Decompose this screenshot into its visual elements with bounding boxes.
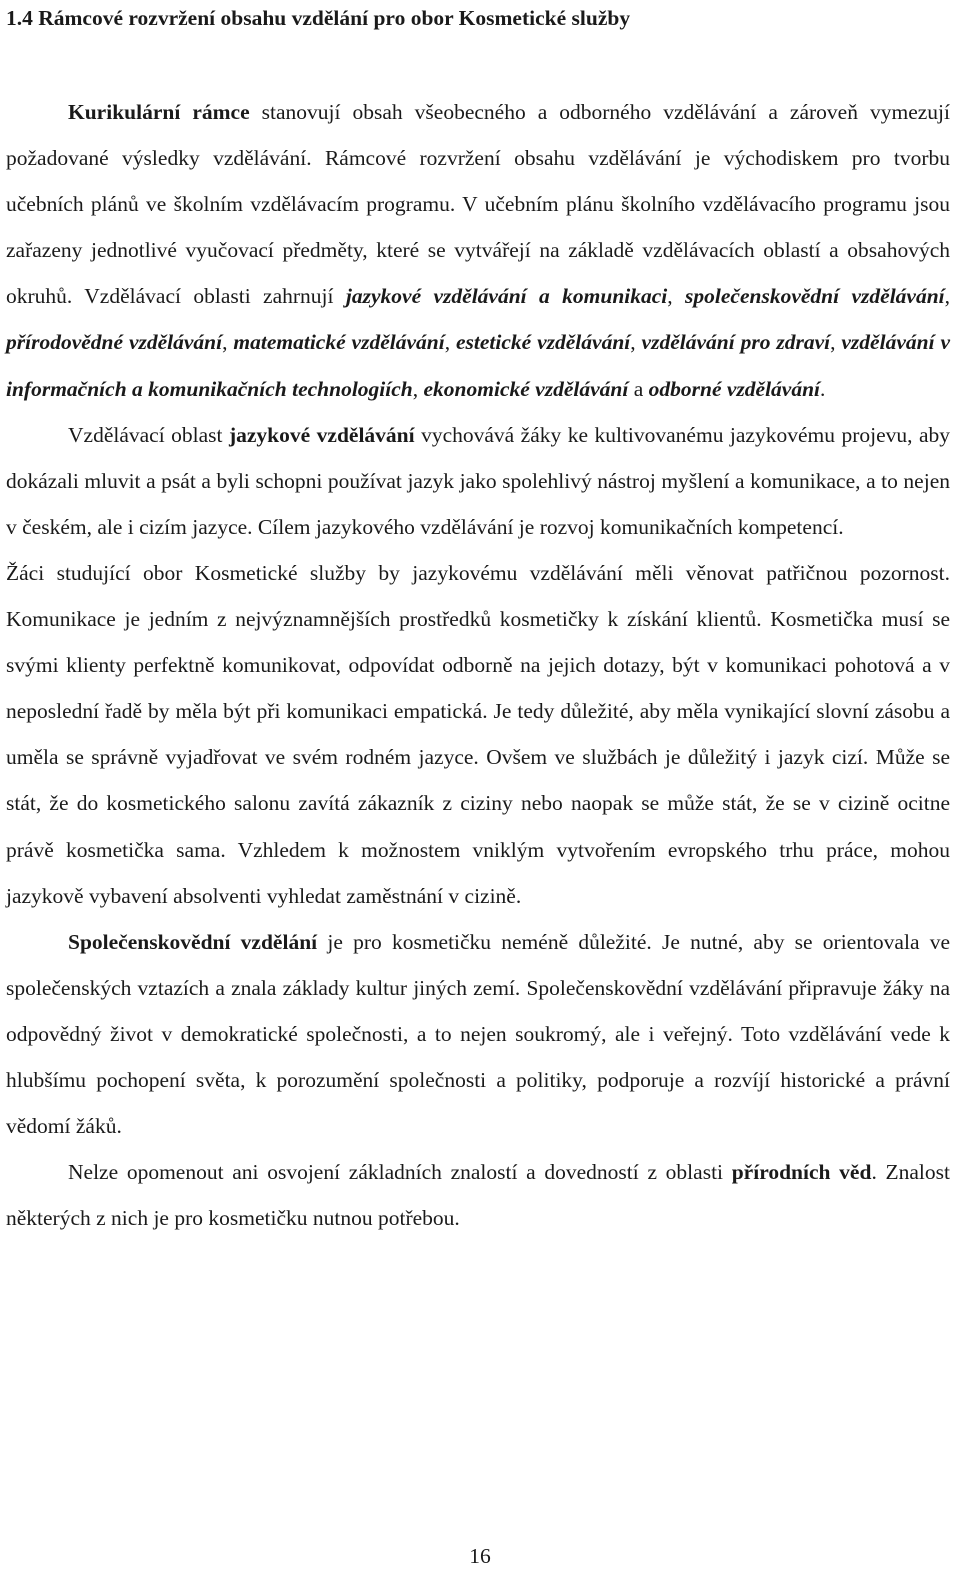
text-run: . (820, 376, 826, 401)
text-run: je pro kosmetičku neméně důležité. Je nutné, aby se orientovala ve společenských vztazích a znala základy kultur jiných zemí. Společenskovědní vzdělávání připravuje žáky na odpovědný život v demokratické společnosti, a to nejen soukromý, ale i veřejný. Toto vzdělávání vede k hlubšímu pochopení světa, k porozumění společnosti a politiky, podporuje a rozvíjí historické a právní vědomí žáků. (6, 929, 950, 1139)
term-curricular-frameworks: Kurikulární rámce (68, 100, 250, 124)
text-run: . Znalost některých z nich je pro kosmetičku nutnou potřebou. (6, 1160, 950, 1231)
section-heading: 1.4 Rámcové rozvržení obsahu vzdělání pro obor Kosmetické služby (6, 6, 631, 30)
term-language-education: jazykové vzdělávání (228, 422, 415, 447)
text-run: Vzdělávací oblast (68, 422, 229, 447)
area-language: jazykové vzdělávání a komunikaci (345, 284, 668, 309)
area-aesthetics: estetické vzdělávání (455, 330, 631, 355)
text-run: , (630, 330, 642, 355)
area-ict: vzdělávání v informačních a komunikačních technologiích (6, 330, 950, 401)
area-natural-science: přírodovědné vzdělávání (6, 330, 223, 355)
paragraph-social-science (6, 919, 950, 1149)
area-mathematics: matematické vzdělávání (233, 330, 445, 355)
text-run: , (830, 330, 842, 355)
text-run: , (667, 284, 686, 309)
text-run: vychovává žáky ke kultivovanému jazykovému projevu, aby dokázali mluvit a psát a byli schopni používat jazyk jako spolehlivý nástroj myšlení a komunikace, a to nejen v českém, ale i cizím jazyce. Cílem jazykového vzdělávání je rozvoj komunikačních kompetencí. (6, 422, 951, 539)
body-text (6, 89, 950, 1241)
area-economics: ekonomické vzdělávání (423, 376, 629, 401)
text-run: Nelze opomenout ani osvojení základních znalostí a dovedností z oblasti (68, 1160, 732, 1185)
paragraph-natural-sciences (6, 1149, 950, 1241)
area-health: vzdělávání pro zdraví (641, 330, 831, 355)
text-run: a (628, 376, 649, 401)
text-run: , (444, 330, 456, 355)
area-vocational: odborné vzdělávání (648, 376, 821, 401)
paragraph-cosmetics-students: Žáci studující obor Kosmetické služby by jazykovému vzdělávání měli věnovat patřičnou pozornost. Komunikace je jedním z nejvýznamnějších prostředků kosmetičky k získání klientů. Kosmetička musí se svými klienty perfektně komunikovat, odpovídat odborně na jejich dotazy, být v komunikaci pohotová a v neposlední řadě by měla být při komunikaci empatická. Je tedy důležité, aby měla vynikající slovní zásobu a uměla se správně vyjadřovat ve svém rodném jazyce. Ovšem ve službách je důležitý i jazyk cizí. Může se stát, že do kosmetického salonu zavítá zákazník z ciziny nebo naopak se může stát, že se v cizině ocitne právě kosmetička sama. Vzhledem k možnostem vniklým vytvořením evropského trhu práce, mohou jazykově vybavení absolventi vyhledat zaměstnání v cizině. (6, 560, 950, 908)
document-page (6, 0, 950, 1241)
text-run: , (944, 284, 951, 309)
page-number: 16 (469, 1544, 491, 1568)
term-social-science-education: Společenskovědní vzdělání (68, 929, 318, 954)
area-social-science: společenskovědní vzdělávání (685, 284, 945, 309)
term-natural-sciences: přírodních věd (731, 1160, 872, 1185)
paragraph-curriculum-frameworks (6, 89, 950, 412)
paragraph-language-education (6, 412, 950, 550)
text-run: , (412, 376, 424, 401)
text-run: stanovují obsah všeobecného a odborného vzdělávání a zároveň vymezují požadované výsledky vzdělávání. Rámcové rozvržení obsahu vzdělávání je východiskem pro tvorbu učebních plánů ve školním vzdělávacím programu. V učebním plánu školního vzdělávacího programu jsou zařazeny jednotlivé vyučovací předměty, které se vytvářejí na základě vzdělávacích oblastí a obsahových okruhů. Vzdělávací oblasti zahrnují (6, 100, 950, 309)
text-run: , (222, 330, 234, 355)
